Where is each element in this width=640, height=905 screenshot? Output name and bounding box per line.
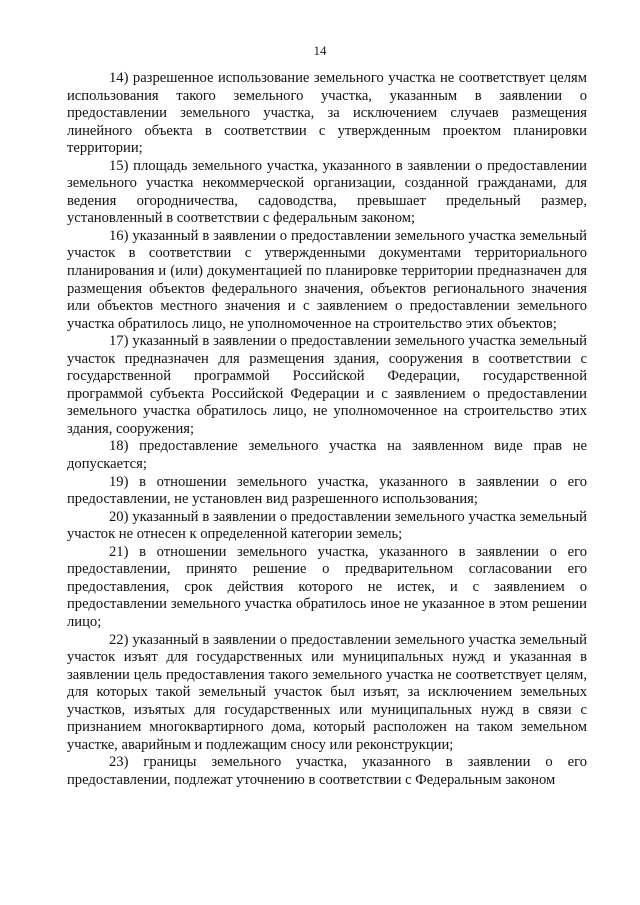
list-item: 16) указанный в заявлении о предоставлении земельного участка земельный участок в соответствии с утвержденными документами территориального планирования и (или) документацией по планировке территории предназначен для размещения объектов федерального значения, объектов регионального значения или объектов местного значения и с заявлением о предоставлении земельного участка обратилось лицо, не уполномоченное на строительство этих объектов; — [67, 227, 587, 332]
list-item: 15) площадь земельного участка, указанного в заявлении о предоставлении земельного участка некоммерческой организации, созданной гражданами, для ведения огородничества, садоводства, превышает предельный размер, установленный в соответствии с федеральным законом; — [67, 157, 587, 227]
list-item: 23) границы земельного участка, указанного в заявлении о его предоставлении, подлежат уточнению в соответствии с Федеральным законом — [67, 754, 587, 788]
list-item: 18) предоставление земельного участка на заявленном виде прав не допускается; — [67, 438, 587, 473]
list-item: 21) в отношении земельного участка, указанного в заявлении о его предоставлении, принято решение о предварительном согласовании его предоставления, срок действия которого не истек, и с заявлением о предоставлении земельного участка обратилось иное не указанное в этом решении лицо; — [67, 543, 587, 630]
list-item: 14) разрешенное использование земельного участка не соответствует целям использования такого земельного участка, указанным в заявлении о предоставлении земельного участка, за исключением случаев размещения линейного объекта в соответствии с утвержденным проектом планировки территории; — [67, 70, 587, 157]
page-number: 14 — [313, 43, 327, 58]
list-item: 22) указанный в заявлении о предоставлении земельного участка земельный участок изъят для государственных или муниципальных нужд и указанная в заявлении цель предоставления такого земельного участка не соответствует целям, для которых такой земельный участок был изъят, за исключением земельных участков, изъятых для государственных или муниципальных нужд в связи с признанием многоквартирного дома, который расположен на таком земельном участке, аварийным и подлежащим сносу или реконструкции; — [67, 631, 587, 753]
list-item: 17) указанный в заявлении о предоставлении земельного участка земельный участок предназначен для размещения здания, сооружения в соответствии с государственной программой Российской Федерации, государственной программой субъекта Российской Федерации и с заявлением о предоставлении земельного участка обратилось лицо, не уполномоченное на строительство этих здания, сооружения; — [67, 333, 587, 437]
document-body — [67, 70, 587, 789]
list-item: 20) указанный в заявлении о предоставлении земельного участка земельный участок не отнесен к определенной категории земель; — [67, 508, 587, 543]
list-item: 19) в отношении земельного участка, указанного в заявлении о его предоставлении, не установлен вид разрешенного использования; — [67, 473, 587, 508]
